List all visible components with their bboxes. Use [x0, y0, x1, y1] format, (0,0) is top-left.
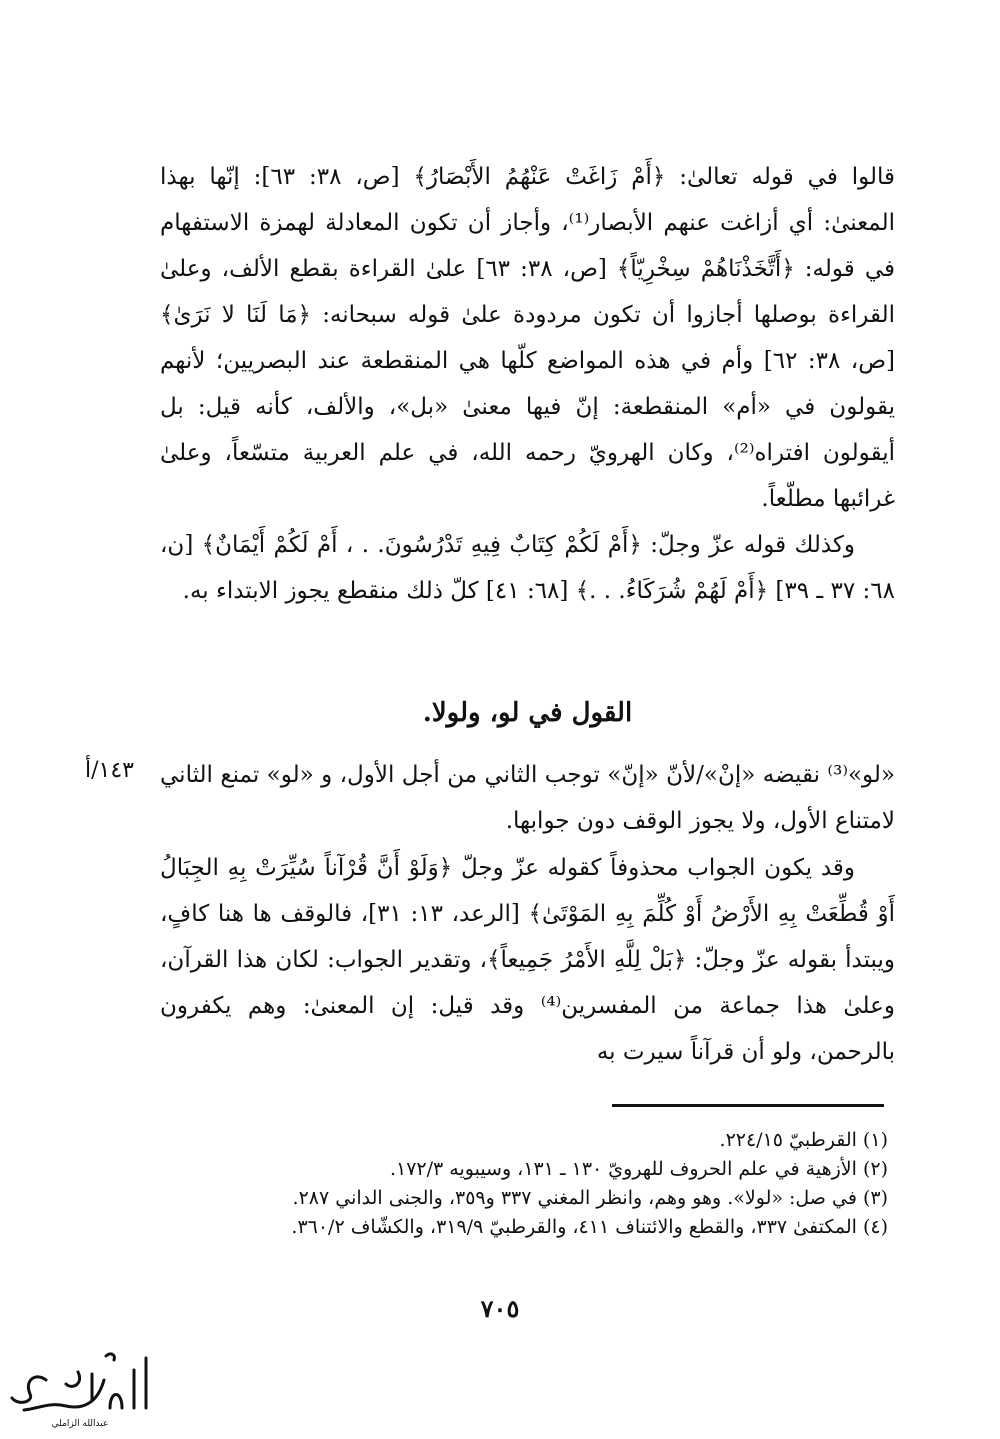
margin-folio-reference: ١٤٣/أ [85, 758, 134, 783]
footnote: (١) القرطبيّ ٢٢٤/١٥. [719, 1129, 888, 1151]
watermark-graphic [6, 1350, 154, 1432]
footnote: (٤) المكتفىٰ ٣٣٧، والقطع والائتناف ٤١١، والقرطبيّ ٣١٩/٩، والكشّاف ٣٦٠/٢. [291, 1216, 888, 1238]
footnotes [160, 1126, 888, 1242]
body-paragraph: وقد يكون الجواب محذوفاً كقوله عزّ وجلّ ﴿وَلَوْ أَنَّ قُرْآناً سُيِّرَتْ بِهِ الجِبَالُ أَوْ قُطِّعَتْ بِهِ الأَرْضُ أَوْ كُلِّمَ بِهِ المَوْتَىٰ﴾ [الرعد، ١٣: ٣١]، فالوقف ها هنا كافٍ، ويبتدأ بقوله عزّ وجلّ: ﴿بَلْ لِلَّهِ الأَمْرُ جَمِيعاً﴾، وتقدير الجواب: لكان هذا القرآن، وعلىٰ هذا جماعة من المفسرين⁽⁴⁾ وقد قيل: إن المعنىٰ: وهم يكفرون بالرحمن، ولو أن قرآناً سيرت به [160, 855, 896, 1065]
calligraphy-signature-icon [6, 1350, 154, 1432]
footnote-separator [612, 1104, 884, 1107]
body-paragraph: قالوا في قوله تعالىٰ: ﴿أَمْ زَاغَتْ عَنْهُمُ الأَبْصَارُ﴾ [ص، ٣٨: ٦٣]: إنّها بهذا المعنىٰ: أي أزاغت عنهم الأبصار⁽¹⁾، وأجاز أن تكون المعادلة لهمزة الاستفهام في قوله: ﴿أَتَّخَذْنَاهُمْ سِخْرِيّاً﴾ [ص، ٣٨: ٦٣] علىٰ القراءة بقطع الألف، وعلىٰ القراءة بوصلها أجازوا أن تكون مردودة علىٰ قوله سبحانه: ﴿مَا لَنَا لا نَرَىٰ﴾ [ص، ٣٨: ٦٢] وأم في هذه المواضع كلّها هي المنقطعة عند البصريين؛ لأنهم يقولون في «أم» المنقطعة: إنّ فيها معنىٰ «بل»، والألف، كأنه قيل: بل أيقولون افتراه⁽²⁾، وكان الهرويّ رحمه الله، في علم العربية متسّعاً، وعلىٰ غرائبها مطلّعاً. [160, 164, 896, 512]
page-number: ٧٠٥ [480, 1294, 520, 1323]
body-paragraph: وكذلك قوله عزّ وجلّ: ﴿أَمْ لَكُمْ كِتَابٌ فِيهِ تَدْرُسُونَ. . ، أَمْ لَكُمْ أَيْمَانٌ﴾ [ن، ٦٨: ٣٧ ـ ٣٩] ﴿أَمْ لَهُمْ شُرَكَاءُ. . .﴾ [٦٨: ٤١] كلّ ذلك منقطع يجوز الابتداء به. [160, 532, 895, 604]
section-heading: القول في لو، ولولا. [422, 698, 633, 728]
body-paragraph-2-container [160, 522, 895, 614]
body-paragraph-3-container [160, 752, 895, 844]
watermark-small-text: عبدالله الزاملي [51, 1419, 109, 1429]
footnote: (٣) في صل: «لولا». وهو وهم، وانظر المغني ٣٣٧ و٣٥٩، والجنى الداني ٢٨٧. [292, 1187, 888, 1209]
body-paragraph-4-container [160, 845, 895, 1075]
body-paragraph: «لو»⁽³⁾ نقيضه «إنْ»/لأنّ «إنّ» توجب الثاني من أجل الأول، و «لو» تمنع الثاني لامتناع الأول، ولا يجوز الوقف دون جوابها. [160, 762, 895, 834]
body-paragraph-1-container [160, 154, 895, 522]
footnote: (٢) الأزهية في علم الحروف للهرويّ ١٣٠ ـ ١٣١، وسيبويه ١٧٢/٣. [389, 1158, 888, 1180]
